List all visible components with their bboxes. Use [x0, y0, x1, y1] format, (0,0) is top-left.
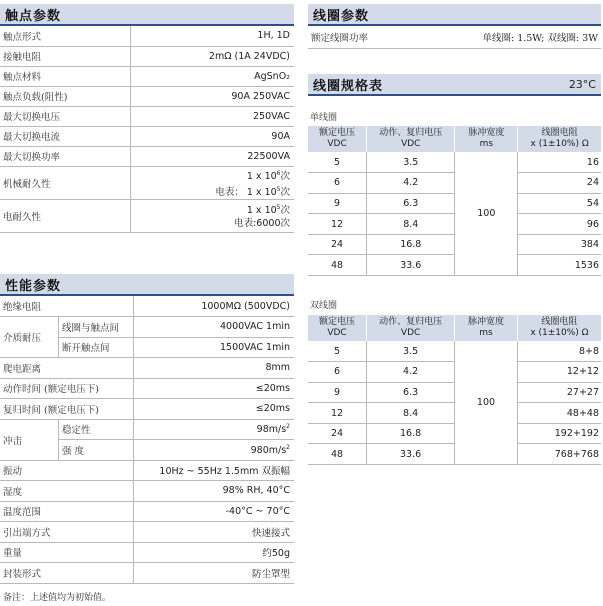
single-coil-voltage: 24 — [308, 234, 367, 255]
mech-life-line1-tail: 次 — [280, 170, 290, 182]
coil-power-value: 单线圈: 1.5W; 双线圈: 3W — [408, 26, 601, 48]
contact-row — [0, 86, 294, 106]
perf-label: 封装形式 — [0, 563, 133, 584]
mech-life-line1-base: 1 x 10 — [246, 170, 277, 182]
double-coil-col-header-line1: 线圈电阻 — [541, 317, 578, 327]
contact-value: 22500VA — [131, 146, 294, 166]
contact-header — [0, 4, 294, 26]
perf-value: -40°C ~ 70°C — [133, 501, 294, 522]
contact-table — [0, 26, 294, 233]
perf-row — [0, 501, 294, 522]
dielectric-row — [0, 317, 294, 338]
dielectric-label: 介质耐压 — [0, 317, 59, 358]
perf-row — [0, 563, 294, 584]
double-coil-row — [308, 423, 601, 444]
shock-sub: 强 度 — [59, 440, 134, 461]
single-coil-operate: 4.2 — [367, 173, 455, 194]
coil-header — [308, 4, 601, 26]
single-coil-caption: 单线圈 — [310, 113, 338, 123]
double-coil-col-header-line2: ms — [479, 328, 493, 338]
performance-note: 备注：上述值均为初始值。 — [3, 593, 112, 603]
dielectric-value: 1500VAC 1min — [133, 337, 294, 358]
double-coil-col-header — [455, 315, 518, 341]
perf-row — [0, 542, 294, 563]
perf-label: 爬电距离 — [0, 358, 133, 379]
perf-label: 重量 — [0, 542, 133, 563]
coil-table — [308, 26, 601, 49]
shock-value — [133, 419, 294, 440]
double-coil-resistance: 8+8 — [517, 341, 601, 362]
shock-sub: 稳定性 — [59, 419, 134, 440]
single-coil-col-header-line2: VDC — [401, 139, 421, 149]
double-coil-voltage: 12 — [308, 403, 367, 424]
mech-life-label: 机械耐久性 — [0, 166, 131, 199]
double-coil-voltage: 5 — [308, 341, 367, 362]
double-coil-col-header — [308, 315, 367, 341]
double-coil-resistance: 27+27 — [517, 382, 601, 403]
contact-value: 2mΩ (1A 24VDC) — [131, 46, 294, 66]
mech-life-value — [131, 166, 294, 199]
single-coil-col-header — [455, 126, 518, 152]
perf-label: 湿度 — [0, 481, 133, 502]
perf-value: 1000MΩ (500VDC) — [133, 296, 294, 317]
contact-row — [0, 66, 294, 86]
single-coil-col-header-line1: 线圈电阻 — [541, 128, 578, 138]
double-coil-row — [308, 362, 601, 383]
contact-panel — [0, 4, 294, 233]
elec-life-line1 — [134, 201, 290, 217]
double-coil-voltage: 6 — [308, 362, 367, 383]
contact-label: 触点负载(阻性) — [0, 86, 131, 106]
single-coil-voltage: 48 — [308, 255, 367, 276]
single-coil-resistance: 96 — [518, 214, 601, 235]
single-coil-resistance: 16 — [518, 152, 601, 173]
contact-label: 触点材料 — [0, 66, 131, 86]
single-coil-row — [308, 152, 601, 173]
single-coil-col-header-line2: ms — [479, 139, 494, 149]
perf-label: 动作时间 (额定电压下) — [0, 378, 133, 399]
coil-spec-temp: 23°C — [568, 77, 596, 91]
double-coil-header-row — [308, 315, 601, 341]
coil-spec-panel — [308, 74, 601, 96]
single-coil-operate: 6.3 — [367, 193, 455, 214]
single-coil-col-header-line1: 脉冲宽度 — [468, 128, 505, 138]
double-coil-col-header — [367, 315, 455, 341]
double-coil-col-header-line2: x (1±10%) Ω — [530, 328, 589, 338]
perf-value: 10Hz ~ 55Hz 1.5mm 双振幅 — [133, 460, 294, 481]
single-coil-resistance: 54 — [518, 193, 601, 214]
contact-label: 最大切换功率 — [0, 146, 131, 166]
shock-label: 冲击 — [0, 419, 59, 460]
elec-life-line2: 电表:6000次 — [234, 218, 290, 230]
single-coil-pulse: 100 — [455, 152, 518, 276]
double-coil-operate: 3.5 — [367, 341, 455, 362]
perf-row — [0, 460, 294, 481]
single-coil-row — [308, 173, 601, 194]
contact-row — [0, 26, 294, 46]
double-coil-col-header-line1: 动作、复归电压 — [379, 317, 443, 327]
mech-life-line1-exp: 6 — [276, 169, 281, 177]
single-coil-col-header-line1: 额定电压 — [319, 128, 356, 138]
single-coil-header-row — [308, 126, 601, 152]
mech-life-line2-tail: 次 — [280, 186, 290, 198]
performance-panel — [0, 274, 294, 584]
contact-label: 最大切换电压 — [0, 106, 131, 126]
single-coil-voltage: 5 — [308, 152, 367, 173]
double-coil-col-header-line1: 脉冲宽度 — [467, 317, 504, 327]
single-coil-operate: 33.6 — [367, 255, 455, 276]
perf-label: 复归时间 (额定电压下) — [0, 399, 133, 420]
mech-life-line2-exp: 5 — [276, 185, 281, 193]
single-coil-operate: 16.8 — [367, 234, 455, 255]
double-coil-operate: 8.4 — [367, 403, 455, 424]
double-coil-wrap — [308, 315, 601, 465]
contact-row — [0, 126, 294, 146]
contact-row — [0, 46, 294, 66]
contact-row — [0, 106, 294, 126]
double-coil-row — [308, 444, 601, 465]
perf-value: 98% RH, 40°C — [133, 481, 294, 502]
single-coil-resistance: 384 — [518, 234, 601, 255]
perf-row — [0, 522, 294, 543]
perf-row — [0, 481, 294, 502]
perf-row — [0, 399, 294, 420]
single-coil-row — [308, 234, 601, 255]
shock-value-base: 98m/s — [256, 424, 287, 436]
shock-value-exp: 2 — [286, 423, 290, 431]
single-coil-operate: 3.5 — [367, 152, 455, 173]
perf-row — [0, 378, 294, 399]
double-coil-caption: 双线圈 — [310, 301, 338, 311]
perf-value: 约50g — [133, 542, 294, 563]
elec-life-line1-tail: 次 — [280, 205, 290, 217]
single-coil-col-header-line2: x (1±10%) Ω — [530, 139, 589, 149]
double-coil-resistance: 192+192 — [517, 423, 601, 444]
double-coil-col-header-line2: VDC — [400, 328, 421, 338]
performance-table — [0, 296, 294, 584]
perf-row — [0, 358, 294, 379]
perf-label: 温度范围 — [0, 501, 133, 522]
perf-value: 防尘罩型 — [133, 563, 294, 584]
double-coil-head — [308, 315, 601, 341]
double-coil-resistance: 12+12 — [517, 362, 601, 383]
mech-life-row — [0, 166, 294, 199]
double-coil-col-header-line2: VDC — [327, 328, 347, 338]
single-coil-operate: 8.4 — [367, 214, 455, 235]
double-coil-pulse: 100 — [455, 341, 518, 465]
contact-label: 触点形式 — [0, 26, 131, 46]
contact-value: 1H, 1D — [131, 26, 294, 46]
coil-panel — [308, 4, 601, 49]
coil-spec-header — [308, 74, 601, 96]
coil-power-label: 额定线圈功率 — [308, 26, 408, 48]
single-coil-col-header-line1: 动作、复归电压 — [379, 128, 443, 138]
contact-title: 触点参数 — [5, 8, 62, 24]
elec-life-line1-base: 1 x 10 — [246, 205, 277, 217]
single-coil-voltage: 12 — [308, 214, 367, 235]
perf-value: 快速接式 — [133, 522, 294, 543]
dielectric-sub: 断开触点间 — [59, 337, 134, 358]
shock-value-exp: 2 — [286, 443, 290, 451]
dielectric-value: 4000VAC 1min — [133, 317, 294, 338]
single-coil-col-header-line2: VDC — [327, 139, 347, 149]
contact-value: AgSnO₂ — [131, 66, 294, 86]
double-coil-col-header-line1: 额定电压 — [319, 317, 356, 327]
shock-value — [133, 440, 294, 461]
double-coil-resistance: 48+48 — [517, 403, 601, 424]
single-coil-resistance: 24 — [518, 173, 601, 194]
contact-value: 90A — [131, 126, 294, 146]
single-coil-row — [308, 193, 601, 214]
coil-spec-title: 线圈规格表 — [313, 78, 384, 94]
single-coil-col-header — [308, 126, 367, 152]
perf-row — [0, 296, 294, 317]
double-coil-row — [308, 403, 601, 424]
mech-life-line2 — [134, 183, 290, 199]
double-coil-row — [308, 382, 601, 403]
elec-life-line1-exp: 5 — [276, 204, 281, 212]
single-coil-resistance: 1536 — [518, 255, 601, 276]
single-coil-head — [308, 126, 601, 152]
double-coil-voltage: 24 — [308, 423, 367, 444]
double-coil-operate: 4.2 — [367, 362, 455, 383]
shock-row — [0, 419, 294, 440]
performance-title: 性能参数 — [5, 278, 62, 294]
single-coil-row — [308, 214, 601, 235]
perf-label: 振动 — [0, 460, 133, 481]
single-coil-wrap — [308, 126, 601, 276]
perf-value: 8mm — [133, 358, 294, 379]
double-coil-operate: 6.3 — [367, 382, 455, 403]
double-coil-operate: 16.8 — [367, 423, 455, 444]
double-coil-col-header — [517, 315, 601, 341]
contact-value: 90A 250VAC — [131, 86, 294, 106]
perf-label: 绝缘电阻 — [0, 296, 133, 317]
mech-life-line1 — [134, 167, 290, 183]
contact-row — [0, 146, 294, 166]
perf-value: ≤20ms — [133, 399, 294, 420]
single-coil-table — [308, 126, 601, 276]
elec-life-value — [131, 199, 294, 232]
perf-label: 引出端方式 — [0, 522, 133, 543]
mech-life-line2-base: 电表： 1 x 10 — [215, 186, 277, 198]
single-coil-col-header — [518, 126, 601, 152]
elec-life-label: 电耐久性 — [0, 199, 131, 232]
contact-value: 250VAC — [131, 106, 294, 126]
double-coil-voltage: 48 — [308, 444, 367, 465]
dielectric-sub: 线圈与触点间 — [59, 317, 134, 338]
single-coil-col-header — [367, 126, 455, 152]
double-coil-table — [308, 315, 601, 465]
single-coil-row — [308, 255, 601, 276]
elec-life-row — [0, 199, 294, 232]
double-coil-resistance: 768+768 — [517, 444, 601, 465]
single-coil-voltage: 9 — [308, 193, 367, 214]
contact-label: 最大切换电流 — [0, 126, 131, 146]
single-coil-voltage: 6 — [308, 173, 367, 194]
coil-title: 线圈参数 — [313, 8, 370, 24]
contact-label: 接触电阻 — [0, 46, 131, 66]
double-coil-row — [308, 341, 601, 362]
shock-value-base: 980m/s — [250, 444, 287, 456]
double-coil-voltage: 9 — [308, 382, 367, 403]
perf-value: ≤20ms — [133, 378, 294, 399]
double-coil-operate: 33.6 — [367, 444, 455, 465]
performance-header — [0, 274, 294, 296]
